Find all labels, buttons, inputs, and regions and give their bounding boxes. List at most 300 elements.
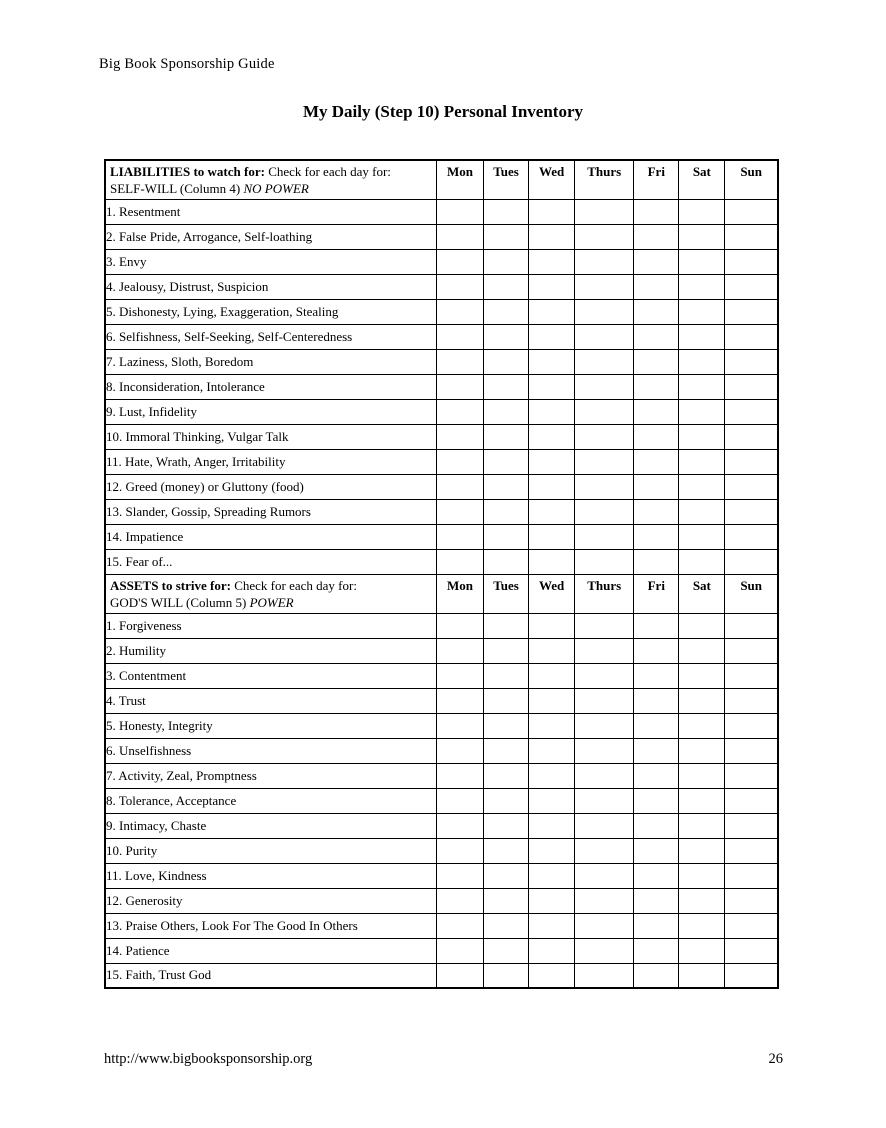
section-title-rest: Check for each day for: [230,577,357,593]
check-cell [529,613,575,638]
check-cell [634,549,679,574]
check-cell [529,863,575,888]
check-cell [436,524,483,549]
check-cell [634,349,679,374]
table-row [105,474,778,499]
check-cell [529,299,575,324]
row-label: 2. Humility [105,638,436,663]
day-header-mon: Mon [436,574,483,613]
check-cell [634,374,679,399]
row-label: 3. Envy [105,249,436,274]
row-label: 11. Hate, Wrath, Anger, Irritability [105,449,436,474]
check-cell [436,788,483,813]
check-cell [575,349,634,374]
check-cell [575,249,634,274]
check-cell [634,424,679,449]
check-cell [679,199,725,224]
check-cell [725,324,778,349]
check-cell [484,963,529,988]
row-label: 6. Unselfishness [105,738,436,763]
check-cell [484,738,529,763]
day-header-wed: Wed [529,574,575,613]
check-cell [634,663,679,688]
day-header-fri: Fri [634,160,679,199]
check-cell [436,224,483,249]
check-cell [634,838,679,863]
check-cell [634,524,679,549]
liabilities-header-row [105,160,778,199]
check-cell [575,399,634,424]
check-cell [436,374,483,399]
day-header-mon: Mon [436,160,483,199]
check-cell [575,449,634,474]
check-cell [725,763,778,788]
check-cell [679,249,725,274]
check-cell [634,249,679,274]
table-row [105,199,778,224]
section-subtitle-italic: POWER [249,594,294,610]
check-cell [679,499,725,524]
row-label: 4. Trust [105,688,436,713]
check-cell [484,274,529,299]
check-cell [436,324,483,349]
check-cell [679,763,725,788]
check-cell [575,424,634,449]
check-cell [725,199,778,224]
check-cell [436,838,483,863]
check-cell [679,324,725,349]
check-cell [436,474,483,499]
check-cell [436,888,483,913]
check-cell [679,813,725,838]
check-cell [679,638,725,663]
check-cell [634,863,679,888]
check-cell [529,688,575,713]
table-row [105,738,778,763]
row-label: 15. Fear of... [105,549,436,574]
liabilities-section-title [105,160,436,199]
check-cell [436,299,483,324]
table-row [105,224,778,249]
check-cell [529,199,575,224]
check-cell [679,963,725,988]
check-cell [679,449,725,474]
check-cell [436,863,483,888]
check-cell [484,474,529,499]
row-label: 15. Faith, Trust God [105,963,436,988]
table-row [105,374,778,399]
check-cell [634,788,679,813]
table-row [105,663,778,688]
section-subtitle: SELF-WILL (Column 4) [110,181,244,196]
table-row [105,324,778,349]
check-cell [725,738,778,763]
check-cell [679,374,725,399]
check-cell [529,249,575,274]
check-cell [436,763,483,788]
check-cell [725,249,778,274]
row-label: 9. Lust, Infidelity [105,399,436,424]
row-label: 2. False Pride, Arrogance, Self-loathing [105,224,436,249]
check-cell [725,424,778,449]
check-cell [436,638,483,663]
row-label: 5. Dishonesty, Lying, Exaggeration, Stealing [105,299,436,324]
check-cell [529,788,575,813]
check-cell [725,863,778,888]
liabilities-rows [105,199,778,574]
check-cell [436,274,483,299]
row-label: 13. Praise Others, Look For The Good In Others [105,913,436,938]
table-row [105,963,778,988]
check-cell [679,524,725,549]
day-header-wed: Wed [529,160,575,199]
row-label: 10. Purity [105,838,436,863]
section-title-bold: LIABILITIES to watch for: [110,164,265,179]
check-cell [436,199,483,224]
check-cell [436,738,483,763]
check-cell [679,688,725,713]
check-cell [575,199,634,224]
check-cell [484,449,529,474]
table-row [105,913,778,938]
check-cell [575,224,634,249]
check-cell [529,349,575,374]
check-cell [484,224,529,249]
check-cell [484,763,529,788]
check-cell [634,613,679,638]
check-cell [634,913,679,938]
assets-rows [105,613,778,988]
row-label: 3. Contentment [105,663,436,688]
check-cell [575,638,634,663]
document-header: Big Book Sponsorship Guide [99,56,275,72]
check-cell [575,613,634,638]
row-label: 8. Inconsideration, Intolerance [105,374,436,399]
check-cell [484,813,529,838]
table-row [105,613,778,638]
table-row [105,813,778,838]
check-cell [679,713,725,738]
row-label: 5. Honesty, Integrity [105,713,436,738]
check-cell [484,249,529,274]
check-cell [436,349,483,374]
check-cell [529,663,575,688]
check-cell [634,888,679,913]
day-header-tues: Tues [484,574,529,613]
check-cell [436,688,483,713]
table-row [105,299,778,324]
day-header-sun: Sun [725,574,778,613]
table-row [105,788,778,813]
check-cell [529,399,575,424]
check-cell [725,963,778,988]
check-cell [484,349,529,374]
check-cell [484,713,529,738]
table-row [105,349,778,374]
row-label: 10. Immoral Thinking, Vulgar Talk [105,424,436,449]
check-cell [529,888,575,913]
check-cell [725,813,778,838]
page-title: My Daily (Step 10) Personal Inventory [302,102,583,121]
check-cell [484,688,529,713]
row-label: 12. Greed (money) or Gluttony (food) [105,474,436,499]
check-cell [634,224,679,249]
table-row [105,399,778,424]
check-cell [484,838,529,863]
check-cell [575,324,634,349]
check-cell [436,249,483,274]
check-cell [679,838,725,863]
table-row [105,638,778,663]
check-cell [529,549,575,574]
check-cell [575,963,634,988]
check-cell [529,524,575,549]
check-cell [529,963,575,988]
check-cell [529,713,575,738]
check-cell [484,549,529,574]
check-cell [634,324,679,349]
check-cell [634,399,679,424]
check-cell [679,549,725,574]
check-cell [575,863,634,888]
check-cell [575,738,634,763]
check-cell [634,813,679,838]
check-cell [725,888,778,913]
section-title-bold: ASSETS to strive for: [110,577,231,593]
check-cell [436,713,483,738]
check-cell [436,963,483,988]
check-cell [725,688,778,713]
check-cell [484,399,529,424]
row-label: 6. Selfishness, Self-Seeking, Self-Centeredness [105,324,436,349]
check-cell [575,499,634,524]
row-label: 13. Slander, Gossip, Spreading Rumors [105,499,436,524]
check-cell [529,374,575,399]
check-cell [575,299,634,324]
check-cell [725,299,778,324]
check-cell [484,324,529,349]
check-cell [529,913,575,938]
check-cell [575,838,634,863]
check-cell [575,274,634,299]
check-cell [484,499,529,524]
section-title-rest: Check for each day for: [264,164,391,179]
check-cell [634,299,679,324]
check-cell [725,938,778,963]
check-cell [436,424,483,449]
check-cell [634,688,679,713]
check-cell [634,638,679,663]
check-cell [725,524,778,549]
row-label: 8. Tolerance, Acceptance [105,788,436,813]
check-cell [679,738,725,763]
table-row [105,499,778,524]
check-cell [529,499,575,524]
table-row [105,938,778,963]
check-cell [679,299,725,324]
check-cell [436,399,483,424]
inventory-table [104,159,779,989]
row-label: 9. Intimacy, Chaste [105,813,436,838]
check-cell [529,938,575,963]
check-cell [436,938,483,963]
check-cell [484,788,529,813]
table-row [105,763,778,788]
check-cell [634,963,679,988]
check-cell [484,299,529,324]
check-cell [725,913,778,938]
check-cell [679,663,725,688]
check-cell [484,913,529,938]
check-cell [436,813,483,838]
check-cell [575,813,634,838]
check-cell [679,274,725,299]
check-cell [436,449,483,474]
check-cell [679,613,725,638]
section-subtitle: GOD'S WILL (Column 5) [110,594,250,610]
check-cell [529,324,575,349]
check-cell [634,499,679,524]
check-cell [575,888,634,913]
check-cell [575,788,634,813]
row-label: 11. Love, Kindness [105,863,436,888]
check-cell [436,913,483,938]
table-row [105,524,778,549]
check-cell [484,888,529,913]
check-cell [529,474,575,499]
check-cell [725,663,778,688]
row-label: 14. Impatience [105,524,436,549]
check-cell [529,813,575,838]
row-label: 7. Laziness, Sloth, Boredom [105,349,436,374]
check-cell [575,713,634,738]
check-cell [484,199,529,224]
check-cell [436,613,483,638]
day-header-sun: Sun [725,160,778,199]
check-cell [679,424,725,449]
check-cell [575,663,634,688]
table-row [105,424,778,449]
row-label: 7. Activity, Zeal, Promptness [105,763,436,788]
check-cell [725,638,778,663]
check-cell [634,274,679,299]
day-header-fri: Fri [634,574,679,613]
check-cell [725,274,778,299]
check-cell [575,913,634,938]
check-cell [725,499,778,524]
table-row [105,249,778,274]
table-row [105,449,778,474]
check-cell [679,474,725,499]
check-cell [529,424,575,449]
check-cell [679,913,725,938]
table-row [105,688,778,713]
check-cell [634,449,679,474]
check-cell [725,399,778,424]
check-cell [529,738,575,763]
row-label: 12. Generosity [105,888,436,913]
check-cell [725,349,778,374]
check-cell [725,374,778,399]
check-cell [725,713,778,738]
day-header-thurs: Thurs [575,160,634,199]
table-row [105,888,778,913]
check-cell [484,524,529,549]
check-cell [725,788,778,813]
check-cell [725,838,778,863]
check-cell [575,549,634,574]
check-cell [484,638,529,663]
day-header-sat: Sat [679,160,725,199]
check-cell [484,613,529,638]
check-cell [529,763,575,788]
check-cell [634,474,679,499]
check-cell [484,938,529,963]
assets-header-row [105,574,778,613]
check-cell [529,224,575,249]
assets-section-title [105,574,436,613]
check-cell [634,763,679,788]
check-cell [725,549,778,574]
check-cell [634,199,679,224]
check-cell [484,663,529,688]
check-cell [725,613,778,638]
page-number: 26 [768,1051,783,1067]
check-cell [575,524,634,549]
check-cell [679,888,725,913]
check-cell [679,224,725,249]
table-row [105,549,778,574]
check-cell [484,863,529,888]
check-cell [436,549,483,574]
day-header-sat: Sat [679,574,725,613]
check-cell [575,474,634,499]
check-cell [679,349,725,374]
check-cell [436,663,483,688]
section-subtitle-italic: NO POWER [243,181,309,196]
check-cell [436,499,483,524]
check-cell [529,449,575,474]
day-header-tues: Tues [484,160,529,199]
check-cell [575,374,634,399]
row-label: 1. Forgiveness [105,613,436,638]
check-cell [679,399,725,424]
check-cell [575,763,634,788]
footer-url: http://www.bigbooksponsorship.org [104,1051,313,1067]
check-cell [679,863,725,888]
table-row [105,863,778,888]
check-cell [679,938,725,963]
check-cell [634,713,679,738]
table-row [105,274,778,299]
check-cell [484,424,529,449]
check-cell [679,788,725,813]
check-cell [725,449,778,474]
check-cell [634,938,679,963]
check-cell [575,938,634,963]
row-label: 1. Resentment [105,199,436,224]
day-header-thurs: Thurs [575,574,634,613]
row-label: 14. Patience [105,938,436,963]
check-cell [634,738,679,763]
check-cell [725,474,778,499]
check-cell [529,274,575,299]
check-cell [484,374,529,399]
check-cell [529,638,575,663]
row-label: 4. Jealousy, Distrust, Suspicion [105,274,436,299]
table-row [105,713,778,738]
check-cell [529,838,575,863]
